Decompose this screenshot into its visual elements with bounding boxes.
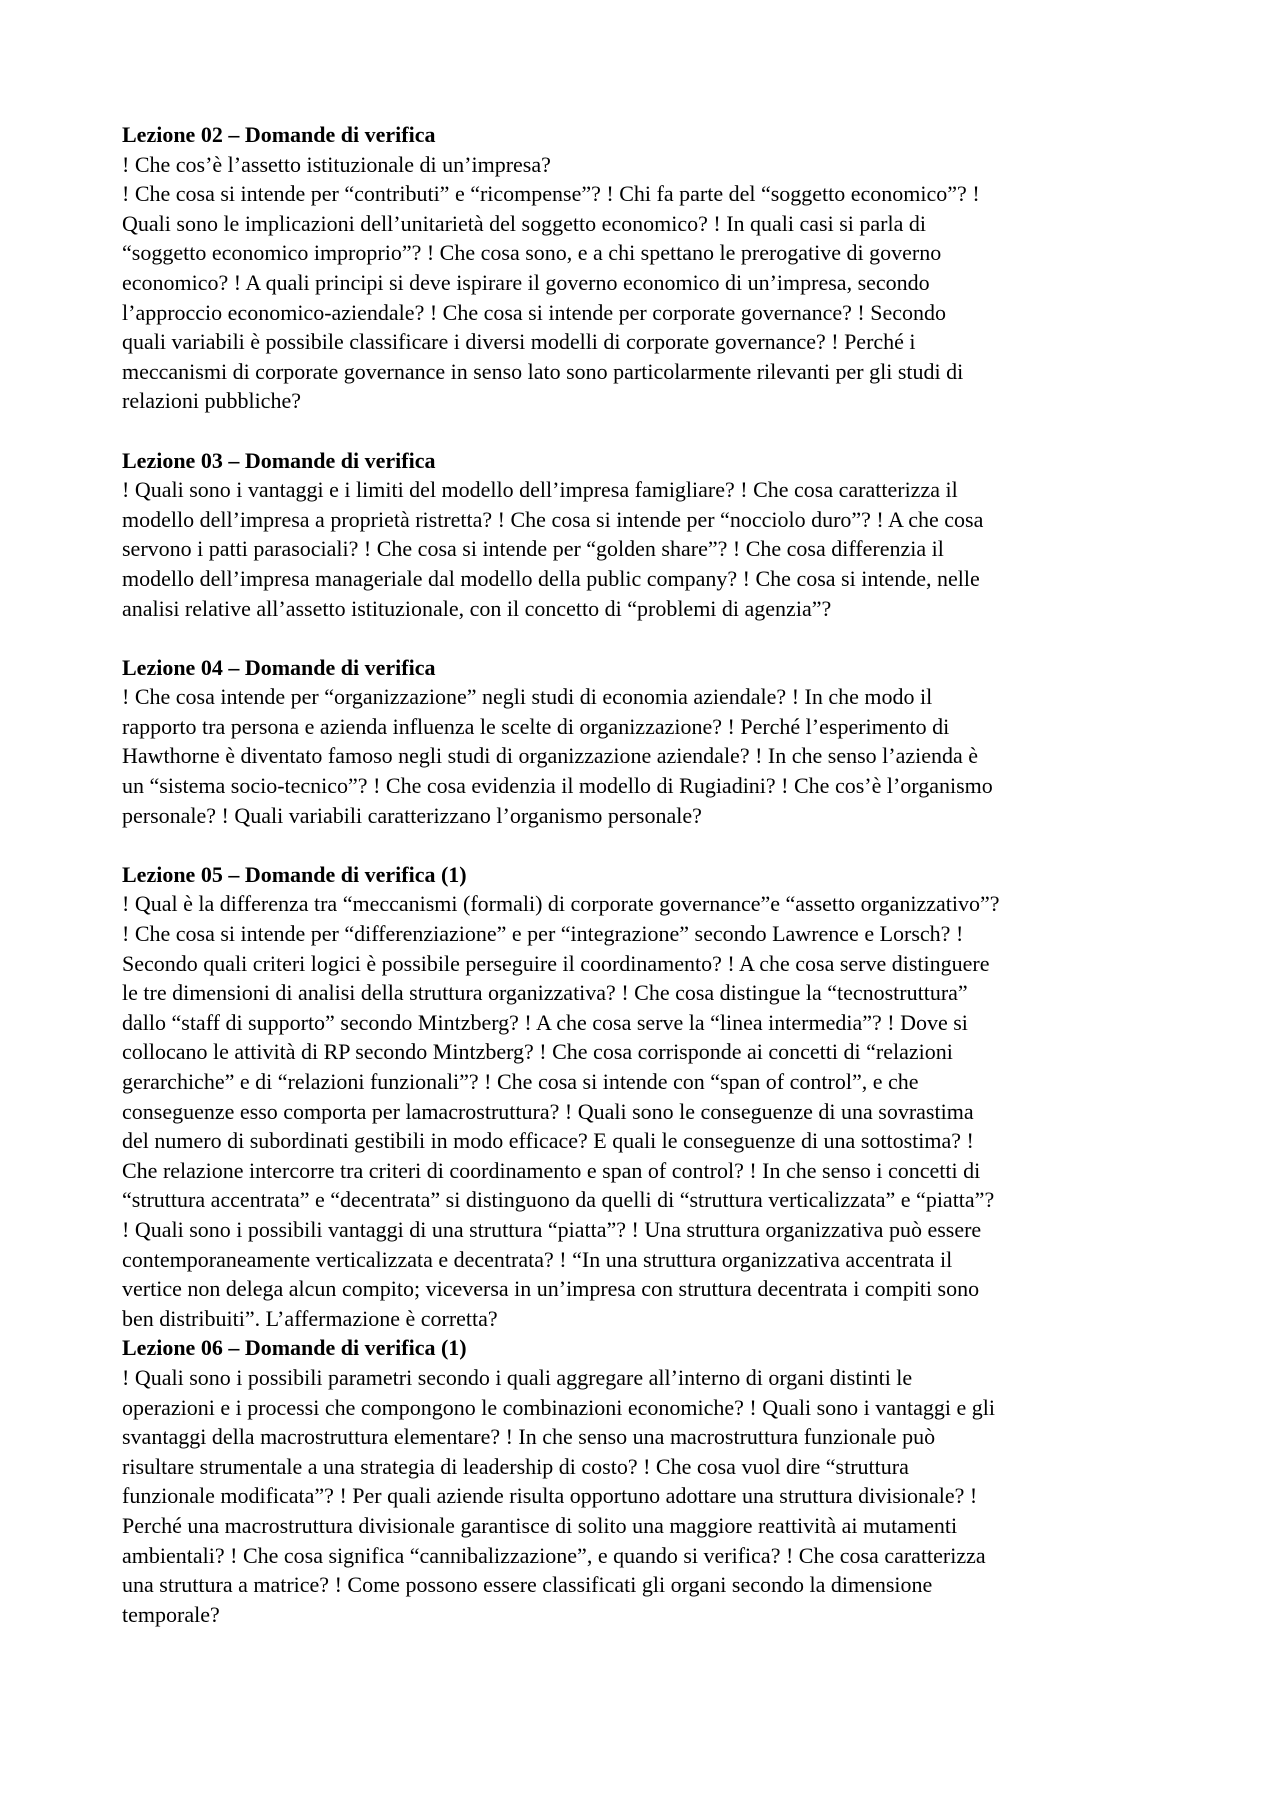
text-line: del numero di subordinati gestibili in modo efficace? E quali le conseguenze di una sottostima? ! [122,1128,974,1154]
text-line: ! Quali sono i vantaggi e i limiti del modello dell’impresa famigliare? ! Che cosa caratterizza il [122,477,958,503]
lesson-06-heading: Lezione 06 – Domande di verifica (1) [122,1335,467,1361]
text-line: relazioni pubbliche? [122,388,301,414]
text-line: svantaggi della macrostruttura elementare? ! In che senso una macrostruttura funzionale può [122,1424,936,1450]
text-line: conseguenze esso comporta per lamacrostruttura? ! Quali sono le conseguenze di una sovrastima [122,1098,974,1124]
text-line: ! Che cosa si intende per “contributi” e “ricompense”? ! Chi fa parte del “soggetto economico”? ! [122,181,980,207]
lesson-04-section [122,653,1172,831]
text-line: “struttura accentrata” e “decentrata” si distinguono da quelli di “struttura verticalizzata” e “piatta”? [122,1187,995,1213]
text-line: ! Quali sono i possibili vantaggi di una struttura “piatta”? ! Una struttura organizzativa può essere [122,1216,982,1242]
text-line: funzionale modificata”? ! Per quali aziende risulta opportuno adottare una struttura divisionale? ! [122,1483,978,1509]
text-line: personale? ! Quali variabili caratterizzano l’organismo personale? [122,802,702,828]
text-line: rapporto tra persona e azienda influenza le scelte di organizzazione? ! Perché l’esperimento di [122,713,950,739]
lesson-02-heading: Lezione 02 – Domande di verifica [122,122,436,147]
text-line: quali variabili è possibile classificare i diversi modelli di corporate governance? ! Perché i [122,329,916,355]
text-line: l’approccio economico-aziendale? ! Che cosa si intende per corporate governance? ! Secondo [122,299,947,325]
text-line: vertice non delega alcun compito; viceversa in un’impresa con struttura decentrata i compiti sono [122,1276,980,1302]
text-line: ! Qual è la differenza tra “meccanismi (formali) di corporate governance”e “assetto organizzativo”? [122,891,1000,917]
text-line: risultare strumentale a una strategia di leadership di costo? ! Che cosa vuol dire “struttura [122,1453,909,1479]
lesson-03-section [122,446,1172,624]
text-line: Perché una macrostruttura divisionale garantisce di solito una maggiore reattività ai mutamenti [122,1512,958,1538]
text-line: modello dell’impresa manageriale dal modello della public company? ! Che cosa si intende, nelle [122,565,980,591]
text-line: una struttura a matrice? ! Come possono essere classificati gli organi secondo la dimensione [122,1572,933,1598]
text-line: operazioni e i processi che compongono le combinazioni economiche? ! Quali sono i vantaggi e gli [122,1394,996,1420]
text-line: le tre dimensioni di analisi della struttura organizzativa? ! Che cosa distingue la “tecnostruttura” [122,980,968,1006]
lesson-02-questions [122,150,1172,416]
text-line: “soggetto economico improprio”? ! Che cosa sono, e a chi spettano le prerogative di governo [122,240,942,266]
text-line: economico? ! A quali principi si deve ispirare il governo economico di un’impresa, secondo [122,269,930,295]
lesson-05-questions [122,889,1172,1333]
text-line: meccanismi di corporate governance in senso lato sono particolarmente rilevanti per gli studi di [122,358,964,384]
lesson-02-section [122,120,1172,416]
text-line: collocano le attività di RP secondo Mintzberg? ! Che cosa corrisponde ai concetti di “relazioni [122,1039,953,1065]
lesson-04-heading: Lezione 04 – Domande di verifica [122,654,436,680]
text-line: ! Che cos’è l’assetto istituzionale di un’impresa? [122,151,551,177]
text-line: Secondo quali criteri logici è possibile perseguire il coordinamento? ! A che cosa serve distinguere [122,950,990,976]
text-line: un “sistema socio-tecnico”? ! Che cosa evidenzia il modello di Rugiadini? ! Che cos’è l’organismo [122,773,993,799]
text-line: Che relazione intercorre tra criteri di coordinamento e span of control? ! In che senso i concetti di [122,1157,981,1183]
lesson-06-section [122,1333,1172,1629]
lesson-03-heading: Lezione 03 – Domande di verifica [122,447,436,473]
lesson-03-questions [122,475,1172,623]
text-line: analisi relative all’assetto istituzionale, con il concetto di “problemi di agenzia”? [122,595,832,621]
text-line: ! Che cosa intende per “organizzazione” negli studi di economia aziendale? ! In che modo il [122,684,933,710]
lesson-05-section [122,860,1172,1334]
text-line: temporale? [122,1601,220,1627]
text-line: ! Che cosa si intende per “differenziazione” e per “integrazione” secondo Lawrence e Lorsch? ! [122,921,964,947]
lesson-06-questions [122,1363,1172,1629]
lesson-05-heading: Lezione 05 – Domande di verifica (1) [122,861,467,887]
text-line: modello dell’impresa a proprietà ristretta? ! Che cosa si intende per “nocciolo duro”? ! A che cosa [122,506,984,532]
document-page [122,120,1172,1659]
text-line: contemporaneamente verticalizzata e decentrata? ! “In una struttura organizzativa accentrata il [122,1246,953,1272]
lesson-04-questions [122,682,1172,830]
text-line: ambientali? ! Che cosa significa “cannibalizzazione”, e quando si verifica? ! Che cosa caratterizza [122,1542,986,1568]
text-line: ! Quali sono i possibili parametri secondo i quali aggregare all’interno di organi distinti le [122,1364,913,1390]
text-line: servono i patti parasociali? ! Che cosa si intende per “golden share”? ! Che cosa differenzia il [122,536,944,562]
text-line: Hawthorne è diventato famoso negli studi di organizzazione aziendale? ! In che senso l’azienda è [122,743,979,769]
text-line: dallo “staff di supporto” secondo Mintzberg? ! A che cosa serve la “linea intermedia”? ! Dove si [122,1009,968,1035]
text-line: gerarchiche” e di “relazioni funzionali”? ! Che cosa si intende con “span of control”, e che [122,1069,919,1094]
text-line: Quali sono le implicazioni dell’unitarietà del soggetto economico? ! In quali casi si parla di [122,210,926,236]
text-line: ben distribuiti”. L’affermazione è corretta? [122,1305,498,1331]
